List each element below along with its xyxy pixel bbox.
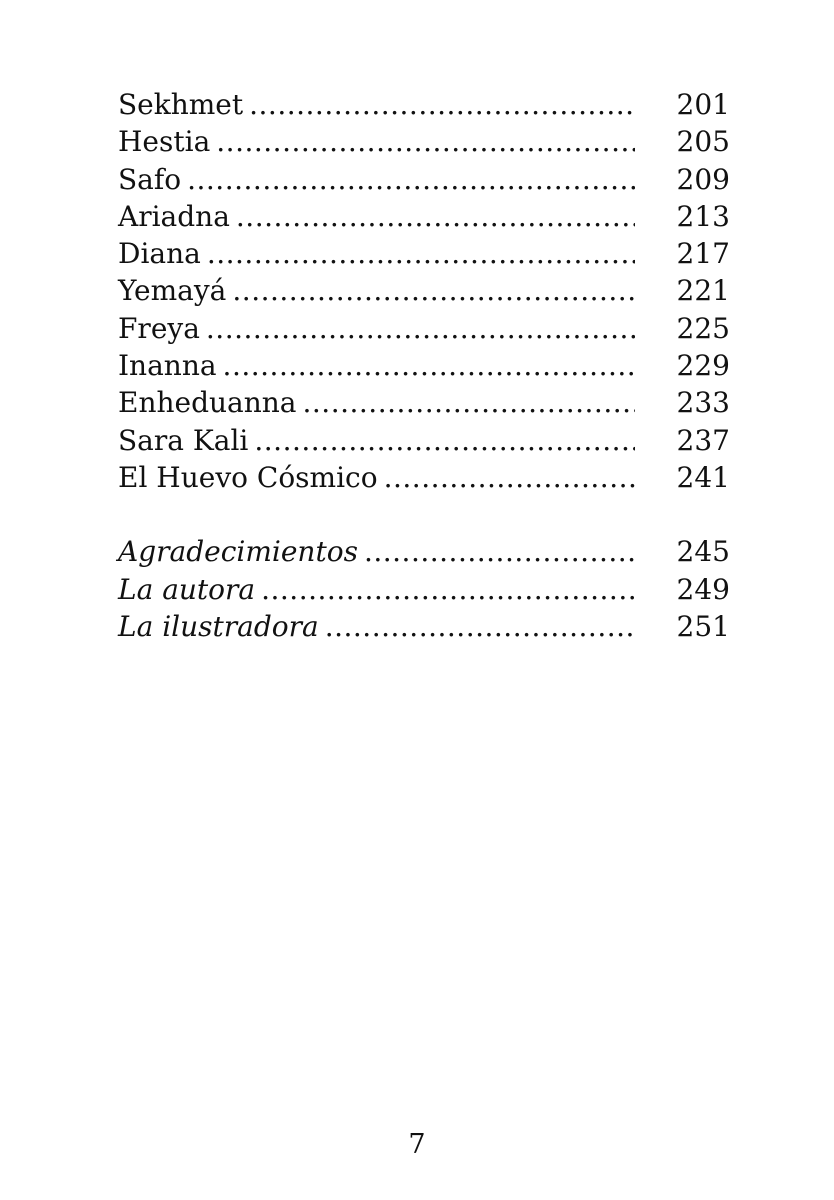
toc-entry-title: Agradecimientos — [118, 535, 358, 569]
toc-dot-leader — [232, 272, 634, 309]
toc-entry — [118, 608, 730, 645]
table-of-contents — [118, 86, 730, 645]
toc-entry-title: La autora — [118, 572, 256, 606]
toc-dot-leader — [364, 533, 635, 570]
toc-entry-title: La ilustradora — [118, 609, 319, 643]
page-number: 7 — [408, 1129, 426, 1160]
toc-dot-leader — [254, 422, 634, 459]
toc-dot-leader — [216, 123, 634, 160]
toc-entry-title: Inanna — [118, 349, 217, 383]
toc-entry-page: 249 — [676, 572, 730, 606]
toc-entry — [118, 235, 730, 272]
toc-dot-leader — [207, 235, 635, 272]
toc-dot-leader — [206, 310, 635, 347]
toc-entry — [118, 198, 730, 235]
toc-entry-title: Hestia — [118, 125, 211, 159]
toc-entry-page: 251 — [676, 609, 730, 643]
toc-entry-title: Freya — [118, 311, 200, 345]
toc-entry-page: 221 — [676, 274, 730, 308]
toc-entry-title: Sekhmet — [118, 88, 244, 121]
toc-entry-title: Enheduanna — [118, 386, 297, 420]
toc-entry — [118, 422, 730, 459]
toc-entry-title: Ariadna — [118, 199, 230, 233]
toc-dot-leader — [187, 161, 634, 198]
toc-back-matter — [118, 533, 730, 645]
toc-entry — [118, 123, 730, 160]
toc-entry-page: 205 — [676, 125, 730, 159]
toc-entry — [118, 310, 730, 347]
toc-chapters — [118, 86, 730, 496]
toc-entry — [118, 384, 730, 421]
toc-entry-page: 245 — [676, 535, 730, 569]
toc-entry-title: El Huevo Cósmico — [118, 460, 378, 494]
toc-entry-title: Diana — [118, 237, 201, 271]
toc-entry-page: 229 — [676, 349, 730, 383]
toc-entry-page: 201 — [676, 88, 730, 121]
toc-entry-title: Sara Kali — [118, 423, 249, 457]
toc-dot-leader — [236, 198, 635, 235]
toc-entry — [118, 571, 730, 608]
toc-entry-page: 213 — [676, 199, 730, 233]
toc-entry-page: 233 — [676, 386, 730, 420]
toc-entry — [118, 533, 730, 570]
toc-entry-page: 225 — [676, 311, 730, 345]
toc-entry — [118, 347, 730, 384]
toc-entry-page: 237 — [676, 423, 730, 457]
toc-dot-leader — [261, 571, 634, 608]
toc-entry-page: 241 — [676, 460, 730, 494]
toc-entry-title: Yemayá — [118, 274, 227, 308]
toc-dot-leader — [303, 384, 635, 421]
toc-entry — [118, 272, 730, 309]
toc-entry — [118, 161, 730, 198]
toc-dot-leader — [325, 608, 635, 645]
toc-dot-leader — [384, 459, 635, 496]
toc-dot-leader — [249, 86, 634, 123]
toc-entry — [118, 459, 730, 496]
toc-entry-title: Safo — [118, 162, 182, 196]
toc-entry-page: 217 — [676, 237, 730, 271]
toc-entry — [118, 86, 730, 123]
toc-dot-leader — [223, 347, 635, 384]
toc-entry-page: 209 — [676, 162, 730, 196]
